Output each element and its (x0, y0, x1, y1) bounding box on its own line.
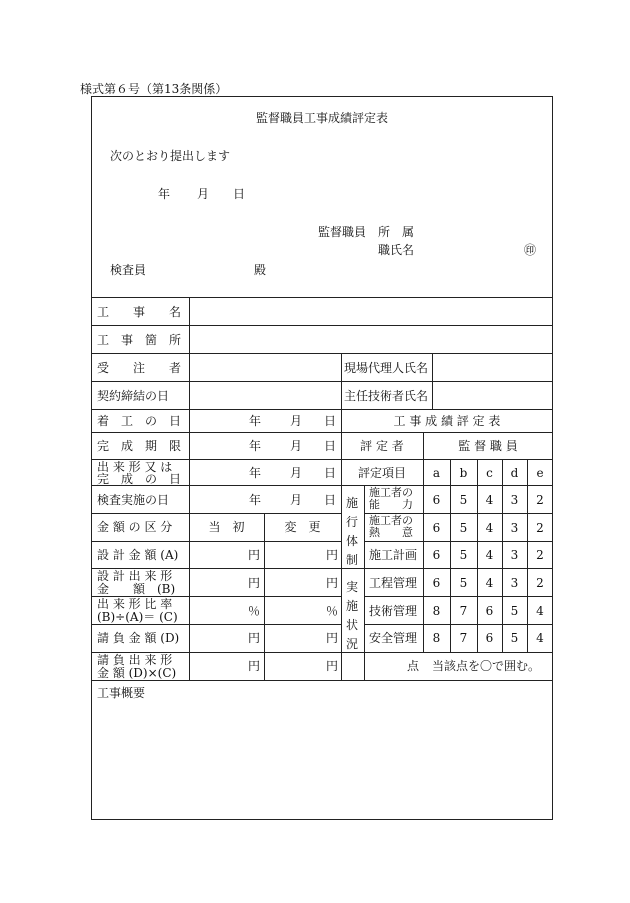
label-finished-date-2: 完 成 の 日 (97, 472, 182, 486)
score-cell: 4 (485, 493, 494, 507)
points-label: 点 (407, 659, 420, 673)
date-day: 日 (233, 187, 246, 201)
score-cell: 3 (510, 548, 519, 562)
start-month-unit: 月 (290, 414, 303, 428)
score-cell: 5 (459, 548, 468, 562)
inspector-honorific: 殿 (254, 263, 267, 277)
score-cell: 3 (510, 521, 519, 535)
contract-finished-initial-yen: 円 (248, 659, 261, 673)
intro-text: 次のとおり提出します (110, 149, 231, 163)
design-finished-change-yen: 円 (326, 576, 339, 590)
grade-a: a (432, 466, 441, 480)
deadline-year-unit: 年 (249, 439, 262, 453)
score-cell: 2 (536, 493, 544, 507)
ratio-initial-percent: ％ (248, 604, 261, 618)
score-cell: 3 (510, 576, 519, 590)
finished-month-unit: 月 (290, 466, 303, 480)
item-enthusiasm-label-2: 熱 意 (369, 526, 413, 539)
deadline-day-unit: 日 (324, 439, 337, 453)
eval-item-label: 評定項目 (357, 466, 406, 480)
label-work-name: 工 事 名 (97, 305, 182, 319)
item-enthusiasm-label-1: 施工者の (369, 514, 413, 527)
label-contract-finished-2: 金 額 (D)×(C) (97, 666, 177, 680)
score-cell: 6 (485, 604, 494, 618)
design-finished-initial-yen: 円 (248, 576, 261, 590)
label-chief-engineer: 主任技術者氏名 (344, 389, 429, 403)
score-cell: 6 (432, 576, 441, 590)
inspector-label: 検査員 (110, 263, 147, 277)
col-initial: 当 初 (208, 520, 245, 534)
score-cell: 6 (432, 521, 441, 535)
label-contract-amount: 請 負 金 額 (D) (97, 631, 180, 645)
label-contractor: 受 注 者 (97, 361, 182, 375)
start-year-unit: 年 (249, 414, 262, 428)
score-cell: 2 (536, 521, 544, 535)
score-cell: 2 (536, 548, 544, 562)
score-cell: 4 (485, 576, 494, 590)
score-cell: 5 (459, 493, 468, 507)
item-capability-label-1: 施工者の (369, 486, 413, 499)
item-safety-control: 安全管理 (369, 631, 418, 645)
evaluator-value: 監 督 職 員 (458, 439, 518, 453)
evaluation-form (91, 96, 553, 820)
score-cell: 7 (459, 631, 468, 645)
score-cell: 6 (432, 548, 441, 562)
points-note: 当該点を〇で囲む。 (432, 659, 541, 673)
grade-e: e (536, 466, 544, 480)
finished-year-unit: 年 (249, 466, 262, 480)
col-change: 変 更 (284, 520, 321, 534)
score-cell: 5 (510, 631, 519, 645)
label-finished-date-1: 出 来 形 又 は (97, 460, 173, 474)
grade-c: c (486, 466, 493, 480)
label-completion-deadline: 完 成 期 限 (97, 439, 182, 453)
contract-finished-change-yen: 円 (326, 659, 339, 673)
rating-title: 工 事 成 績 評 定 表 (393, 414, 501, 428)
score-cell: 4 (536, 604, 544, 618)
design-amount-initial-yen: 円 (248, 548, 261, 562)
label-contract-finished-1: 請 負 出 来 形 (97, 653, 173, 667)
score-cell: 5 (459, 576, 468, 590)
supervisor-affiliation: 所 属 (378, 225, 415, 239)
date-year: 年 (158, 187, 171, 201)
label-site-agent: 現場代理人氏名 (344, 361, 429, 375)
date-month: 月 (197, 187, 210, 201)
group-execution-system: 施行体制 (345, 496, 358, 567)
label-design-finished-2: 金 額 (B) (97, 582, 176, 596)
label-design-amount: 設 計 金 額 (A) (97, 548, 179, 562)
item-construction-plan: 施工計画 (369, 548, 418, 562)
inspection-month-unit: 月 (290, 493, 303, 507)
start-day-unit: 日 (324, 414, 337, 428)
score-cell: 4 (485, 548, 494, 562)
form-title: 監督職員工事成績評定表 (255, 111, 388, 125)
score-cell: 8 (432, 631, 441, 645)
label-contract-date: 契約締結の日 (97, 389, 170, 403)
label-design-finished-1: 設 計 出 来 形 (97, 569, 173, 583)
score-cell: 4 (536, 631, 544, 645)
item-process-control: 工程管理 (369, 576, 418, 590)
score-cell: 2 (536, 576, 544, 590)
score-cell: 5 (510, 604, 519, 618)
score-cell: 5 (459, 521, 468, 535)
ratio-change-percent: ％ (326, 604, 339, 618)
score-cell: 3 (510, 493, 519, 507)
form-number: 様式第６号（第13条関係） (80, 82, 228, 96)
design-amount-change-yen: 円 (326, 548, 339, 562)
label-finished-ratio-1: 出 来 形 比 率 (97, 597, 173, 611)
seal-mark: ㊞ (524, 243, 537, 257)
evaluator-label: 評 定 者 (360, 439, 404, 453)
label-work-location: 工 事 箇 所 (97, 333, 182, 347)
group-implementation-status: 実施状況 (345, 580, 358, 651)
label-start-date: 着 工 の 日 (97, 414, 182, 428)
work-summary-label: 工事概要 (97, 686, 146, 700)
supervisor-name-label: 職氏名 (378, 243, 415, 257)
deadline-month-unit: 月 (290, 439, 303, 453)
label-amount-division: 金 額 の 区 分 (97, 520, 173, 534)
contract-amount-initial-yen: 円 (248, 631, 261, 645)
grade-b: b (459, 466, 468, 480)
inspection-day-unit: 日 (324, 493, 337, 507)
score-cell: 8 (432, 604, 441, 618)
score-cell: 4 (485, 521, 494, 535)
item-capability-label-2: 能 力 (369, 498, 413, 511)
inspection-year-unit: 年 (249, 493, 262, 507)
label-inspection-date: 検査実施の日 (97, 493, 170, 507)
finished-day-unit: 日 (324, 466, 337, 480)
item-technical-control: 技術管理 (369, 604, 418, 618)
grade-d: d (510, 466, 519, 480)
score-cell: 6 (432, 493, 441, 507)
score-cell: 6 (485, 631, 494, 645)
label-finished-ratio-2: (B)÷(A)＝ (C) (97, 610, 178, 624)
score-cell: 7 (459, 604, 468, 618)
supervisor-label: 監督職員 (318, 225, 367, 239)
contract-amount-change-yen: 円 (326, 631, 339, 645)
